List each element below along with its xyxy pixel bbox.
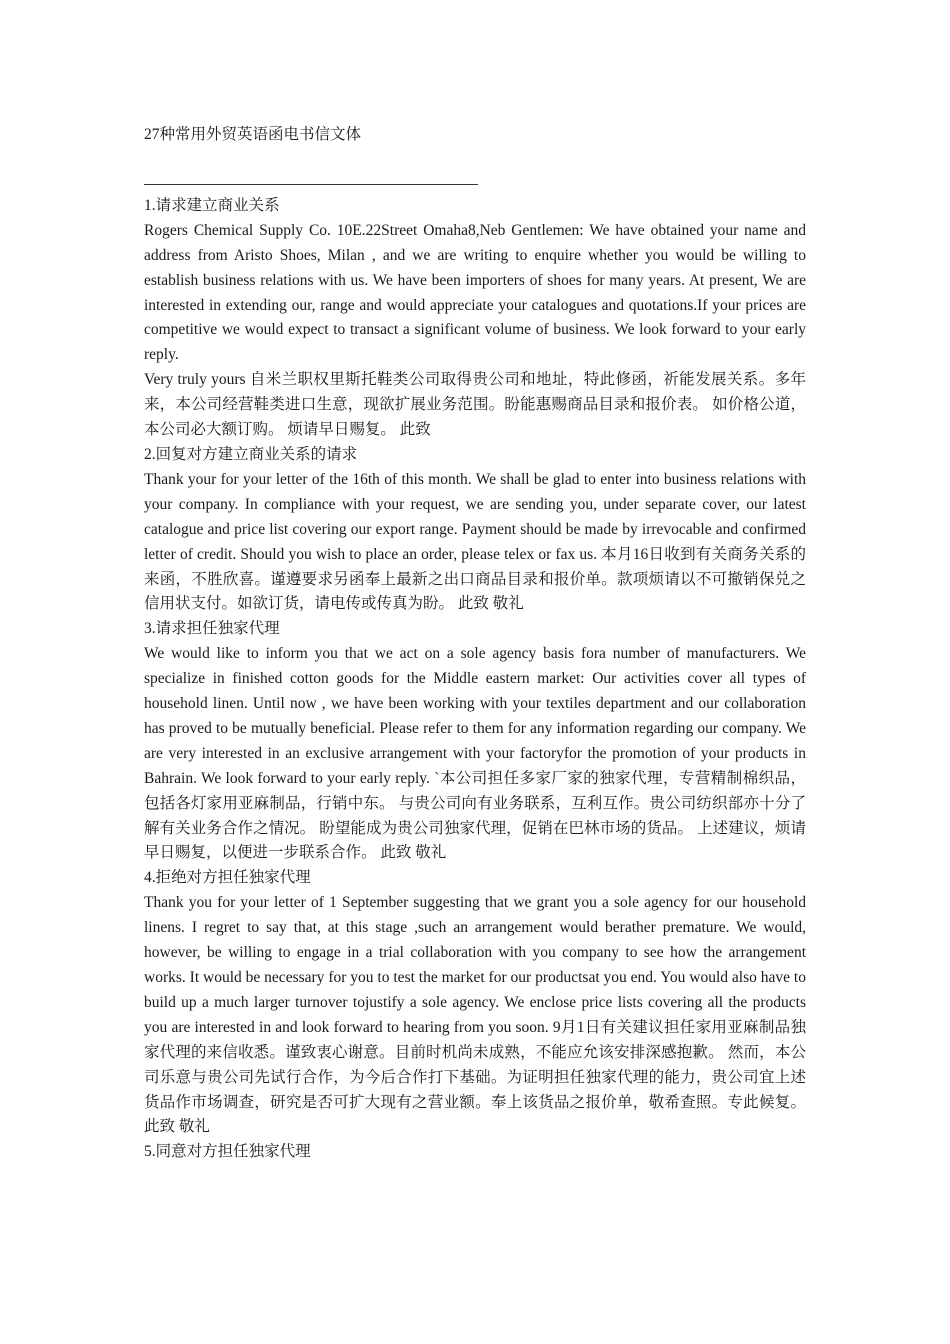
section-4-paragraph-1: Thank you for your letter of 1 September suggesting that we grant you a sole agency for our household linens. I regret to say that, at this stage ,such an arrangement would berather premature. We would, however, be willing to engage in a trial collaboration with you company to see how the arrangement works. It would be necessary for you to test the market for our productsat you end. You would also have to build up a much larger turnover tojustify a sole agency. We enclose price lists covering all the products you are interested in and look forward to hearing from you soon. 9月1日有关建议担任家用亚麻制品独家代理的来信收悉。谨致衷心谢意。目前时机尚未成熟，不能应允该安排深感抱歉。 然而，本公司乐意与贵公司先试行合作，为今后合作打下基础。为证明担任独家代理的能力，贵公司宜上述货品作市场调查，研究是否可扩大现有之营业额。奉上该货品之报价单，敬希查照。专此候复。此致 敬礼	[144, 894, 806, 1136]
section-1-paragraph-2: Very truly yours 自米兰职权里斯托鞋类公司取得贵公司和地址，特此修函，祈能发展关系。多年来，本公司经营鞋类进口生意，现欲扩展业务范围。盼能惠赐商品目录和报价表。 如价格公道，本公司必大额订购。 烦请早日赐复。 此致	[144, 371, 806, 439]
section-4-heading: 4.拒绝对方担任独家代理	[144, 869, 311, 887]
document-page	[144, 123, 806, 1165]
section-2-paragraph-1: Thank your for your letter of the 16th of this month. We shall be glad to enter into business relations with your company. In compliance with your request, we are sending you, under separate cover, our latest catalogue and price list covering our export range. Payment should be made by irrevocable and confirmed letter of credit. Should you wish to place an order, please telex or fax us. 本月16日收到有关商务关系的来函，不胜欣喜。谨遵要求另函奉上最新之出口商品目录和报价单。款项烦请以不可撤销保兑之信用状支付。如欲订货，请电传或传真为盼。 此致 敬礼	[144, 470, 806, 613]
section-3-heading: 3.请求担任独家代理	[144, 620, 280, 638]
section-1-heading: 1.请求建立商业关系	[144, 196, 280, 214]
divider-line	[144, 184, 478, 185]
title-divider	[144, 180, 806, 194]
section-3-paragraph-1: We would like to inform you that we act on a sole agency basis fora number of manufacturers. We specialize in finished cotton goods for the Middle eastern market: Our activities cover all types of household linen. Until now , we have been working with your textiles department and our collaboration has proved to be mutually beneficial. Please refer to them for any information regarding our company. We are very interested in an exclusive arrangement with your factoryfor the promotion of your products in Bahrain. We look forward to your early reply. `本公司担任多家厂家的独家代理，专营精制棉织品，包括各灯家用亚麻制品，行销中东。 与贵公司向有业务联系，互利互作。贵公司纺织部亦十分了解有关业务合作之情况。 盼望能成为贵公司独家代理，促销在巴林市场的货品。 上述建议，烦请早日赐复，以便进一步联系合作。 此致 敬礼	[144, 645, 806, 862]
document-title: 27种常用外贸英语函电书信文体	[144, 126, 362, 143]
section-1-paragraph-1: Rogers Chemical Supply Co. 10E.22Street Omaha8,Neb Gentlemen: We have obtained your name and address from Aristo Shoes, Milan , and we are writing to enquire whether you would be willing to establish business relations with us. We have been importers of shoes for many years. At present, We are interested in extending our, range and would appreciate your catalogues and quotations.If your prices are competitive we would expect to transact a significant volume of business. We look forward to your early reply.	[144, 221, 806, 364]
section-2-heading: 2.回复对方建立商业关系的请求	[144, 445, 358, 463]
section-5-heading: 5.同意对方担任独家代理	[144, 1143, 311, 1161]
